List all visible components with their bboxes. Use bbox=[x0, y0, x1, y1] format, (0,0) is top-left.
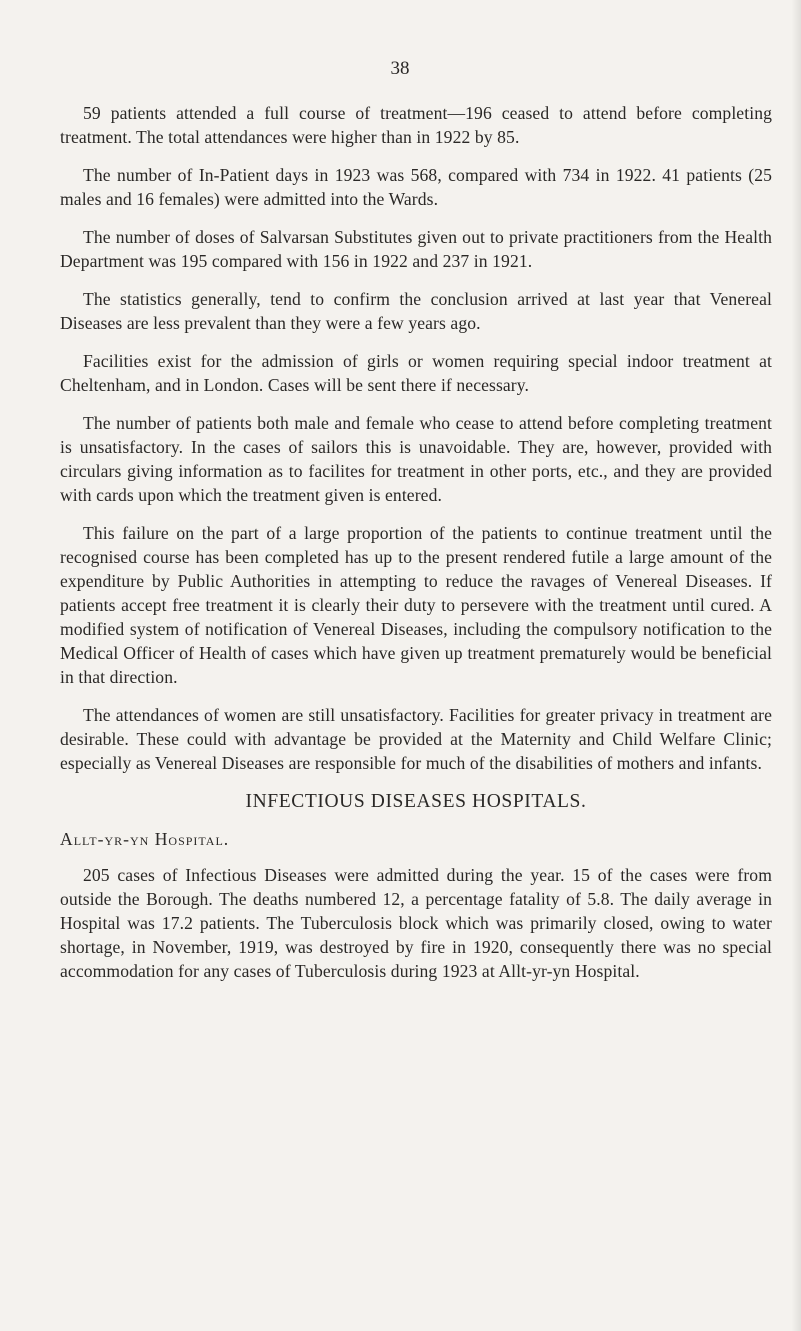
page-body bbox=[60, 101, 772, 997]
paragraph-statistics-conclusion: The statistics generally, tend to confirm the conclusion arrived at last year that Venereal Diseases are less prevalent than they were a few years ago. bbox=[60, 289, 772, 333]
paragraph-in-patient-days: The number of In-Patient days in 1923 was 568, compared with 734 in 1922. 41 patients (25 males and 16 females) were admitted into the Wards. bbox=[60, 165, 772, 209]
section-heading-infectious-diseases: INFECTIOUS DISEASES HOSPITALS. bbox=[245, 791, 587, 812]
paragraph-hospital-cases: 205 cases of Infectious Diseases were admitted during the year. 15 of the cases were from outside the Borough. The deaths numbered 12, a percentage fatality of 5.8. The daily average in Hospital was 17.2 patients. The Tuberculosis block which was primarily closed, owing to water shortage, in November, 1919, was destroyed by fire in 1920, consequently there was no special accommodation for any cases of Tuberculosis during 1923 at Allt-yr-yn Hospital. bbox=[60, 865, 772, 981]
page-edge-shadow bbox=[791, 0, 801, 1331]
paragraph-treatment-failure: This failure on the part of a large proportion of the patients to continue treatment until the recognised course has been completed has up to the present rendered futile a large amount of the expenditure by Public Authorities in attempting to reduce the ravages of Venereal Diseases. If patients accept free treatment it is clearly their duty to persevere with the treatment until cured. A modified system of notification of Venereal Diseases, including the compulsory notification to the Medical Officer of Health of cases which have given up treatment prematurely would be beneficial in that direction. bbox=[60, 523, 772, 687]
page-number: 38 bbox=[390, 58, 410, 79]
paragraph-facilities-admission: Facilities exist for the admission of girls or women requiring special indoor treatment at Cheltenham, and in London. Cases will be sent there if necessary. bbox=[60, 351, 772, 395]
paragraph-women-attendance: The attendances of women are still unsatisfactory. Facilities for greater privacy in treatment are desirable. These could with advantage be provided at the Maternity and Child Welfare Clinic; especially as Venereal Diseases are responsible for much of the disabilities of mothers and infants. bbox=[60, 705, 772, 773]
paragraph-attendance-summary: 59 patients attended a full course of treatment—196 ceased to attend before completing treatment. The total attendances were higher than in 1922 by 85. bbox=[60, 103, 772, 147]
paragraph-ceased-attendance: The number of patients both male and female who cease to attend before completing treatment is unsatisfactory. In the cases of sailors this is unavoidable. They are, however, provided with circulars giving information as to facilites for treatment in other ports, etc., and they are provided with cards upon which the treatment given is entered. bbox=[60, 413, 772, 505]
subsection-heading-hospital: Allt-yr-yn Hospital. bbox=[60, 829, 230, 849]
paragraph-salvarsan-doses: The number of doses of Salvarsan Substitutes given out to private practitioners from the Health Department was 195 compared with 156 in 1922 and 237 in 1921. bbox=[60, 227, 772, 271]
